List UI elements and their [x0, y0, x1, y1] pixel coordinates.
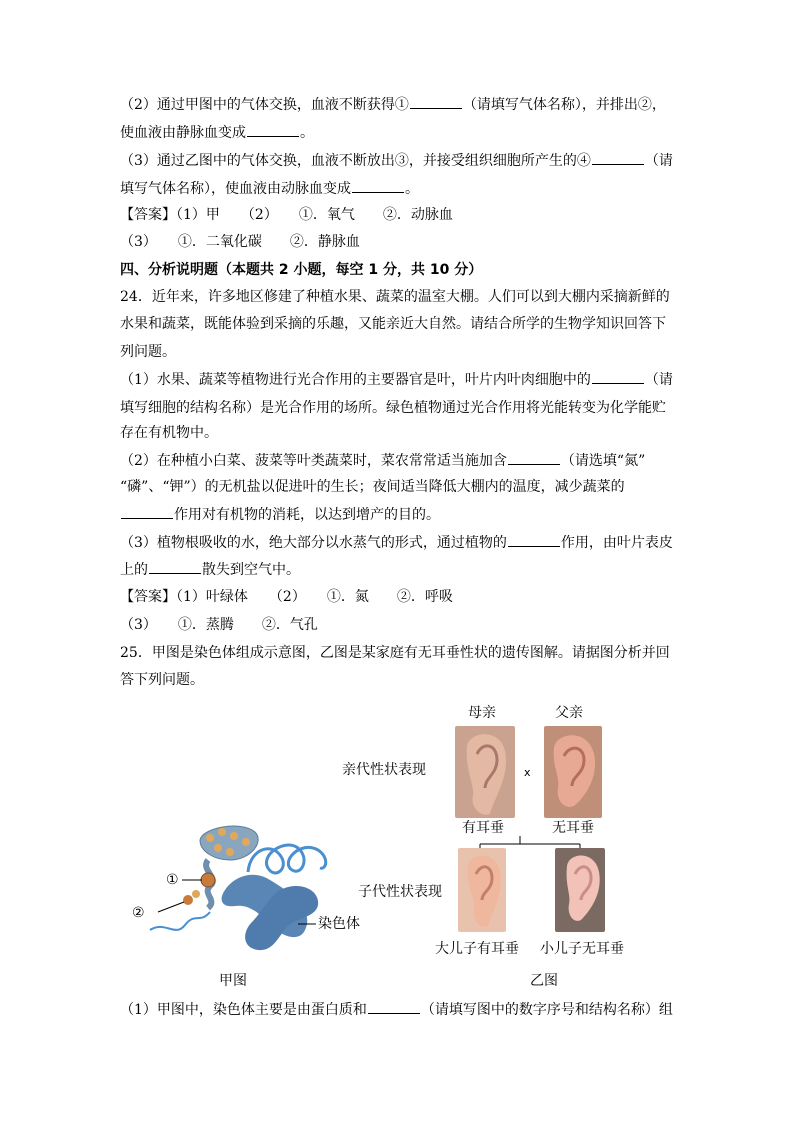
answer-blank [368, 1001, 420, 1014]
text-segment: 。 [405, 181, 419, 197]
text-line: 水果和蔬菜，既能体验到采摘的乐趣，又能亲近大自然。请结合所学的生物学知识回答下 [120, 316, 666, 332]
child2-ear-image [555, 848, 605, 932]
text-line: 列问题。 [120, 344, 176, 360]
text-line [120, 1001, 680, 1019]
text-segment: 作用对有机物的消耗，以达到增产的目的。 [174, 507, 440, 523]
text-segment: 作用，由叶片表皮 [560, 535, 673, 551]
answer-blank [410, 96, 462, 109]
text-line: 【答案】（1）叶绿体 （2） ①．氮 ②．呼吸 [120, 589, 453, 605]
text-line: （3） ①．二氧化碳 ②．静脉血 [120, 234, 360, 250]
text-segment: （请选填“氮” [560, 453, 646, 469]
mother-label: 母亲 [468, 705, 496, 721]
text-line: 填写细胞的结构名称）是光合作用的场所。绿色植物通过光合作用将光能转变为化学能贮 [120, 400, 666, 416]
text-line [120, 561, 680, 579]
marker-1-label: ① [166, 872, 179, 888]
child1-label: 大儿子有耳垂 [435, 941, 519, 957]
answer-blank [592, 371, 644, 384]
answer-blank [592, 152, 644, 165]
text-line: 答下列问题。 [120, 672, 204, 688]
child1-ear-image [458, 848, 506, 932]
text-segment: （3）通过乙图中的气体交换，血液不断放出③，并接受组织细胞所产生的④ [120, 153, 591, 169]
chromosome-diagram [130, 820, 370, 960]
text-segment: 使血液由静脉血变成 [120, 125, 246, 141]
cross-symbol: x [524, 766, 531, 779]
answer-blank [352, 180, 404, 193]
text-segment: 。 [300, 125, 314, 141]
text-line [120, 152, 680, 170]
text-segment: （请填写图中的数字序号和结构名称）组 [420, 1002, 673, 1018]
caption-right: 乙图 [530, 973, 558, 989]
text-line [120, 452, 680, 470]
parent-row-label: 亲代性状表现 [342, 762, 426, 778]
child2-label: 小儿子无耳垂 [540, 941, 624, 957]
text-line: 25．甲图是染色体组成示意图，乙图是某家庭有无耳垂性状的遗传图解。请据图分析并回 [120, 645, 670, 661]
text-line: 【答案】（1）甲 （2） ①．氧气 ②．动脉血 [120, 207, 453, 223]
text-line: 四、分析说明题（本题共 2 小题，每空 1 分，共 10 分） [120, 262, 483, 278]
text-line [120, 506, 680, 524]
text-segment: 上的 [120, 562, 148, 578]
text-segment: （2）在种植小白菜、菠菜等叶类蔬菜时，菜农常常适当施加含 [120, 453, 507, 469]
text-segment: （请 [644, 372, 673, 388]
chromosome-label: 染色体 [318, 916, 360, 932]
father-trait-label: 无耳垂 [552, 820, 594, 836]
answer-blank [121, 506, 173, 519]
answer-blank [149, 561, 201, 574]
answer-blank [508, 452, 560, 465]
text-line [120, 534, 680, 552]
text-segment: （请 [644, 153, 673, 169]
text-line [120, 371, 680, 389]
text-segment: 填写气体名称），使血液由动脉血变成 [120, 181, 351, 197]
text-segment: 散失到空气中。 [202, 562, 300, 578]
text-segment: （2）通过甲图中的气体交换，血液不断获得① [120, 97, 409, 113]
mother-trait-label: 有耳垂 [462, 820, 504, 836]
text-segment: （1）水果、蔬菜等植物进行光合作用的主要器官是叶，叶片内叶肉细胞中的 [120, 372, 591, 388]
text-line [120, 124, 680, 142]
child-row-label: 子代性状表现 [358, 884, 442, 900]
text-segment: （3）植物根吸收的水，绝大部分以水蒸气的形式，通过植物的 [120, 535, 507, 551]
father-label: 父亲 [555, 705, 583, 721]
text-line [120, 96, 680, 114]
text-line: 存在有机物中。 [120, 425, 218, 441]
father-ear-image [544, 726, 602, 818]
marker-2-label: ② [132, 905, 145, 921]
mother-ear-image [455, 726, 515, 818]
answer-blank [247, 124, 299, 137]
text-segment: （请填写气体名称），并排出②， [462, 97, 666, 113]
text-line: （3） ①．蒸腾 ②．气孔 [120, 617, 318, 633]
text-line: 24．近年来，许多地区修建了种植水果、蔬菜的温室大棚。人们可以到大棚内采摘新鲜的 [120, 289, 670, 305]
text-line [120, 180, 680, 198]
text-segment: （1）甲图中，染色体主要是由蛋白质和 [120, 1002, 367, 1018]
caption-left: 甲图 [219, 973, 247, 989]
text-line: “磷”、“钾”）的无机盐以促进叶的生长；夜间适当降低大棚内的温度，减少蔬菜的 [120, 479, 625, 495]
answer-blank [508, 534, 560, 547]
